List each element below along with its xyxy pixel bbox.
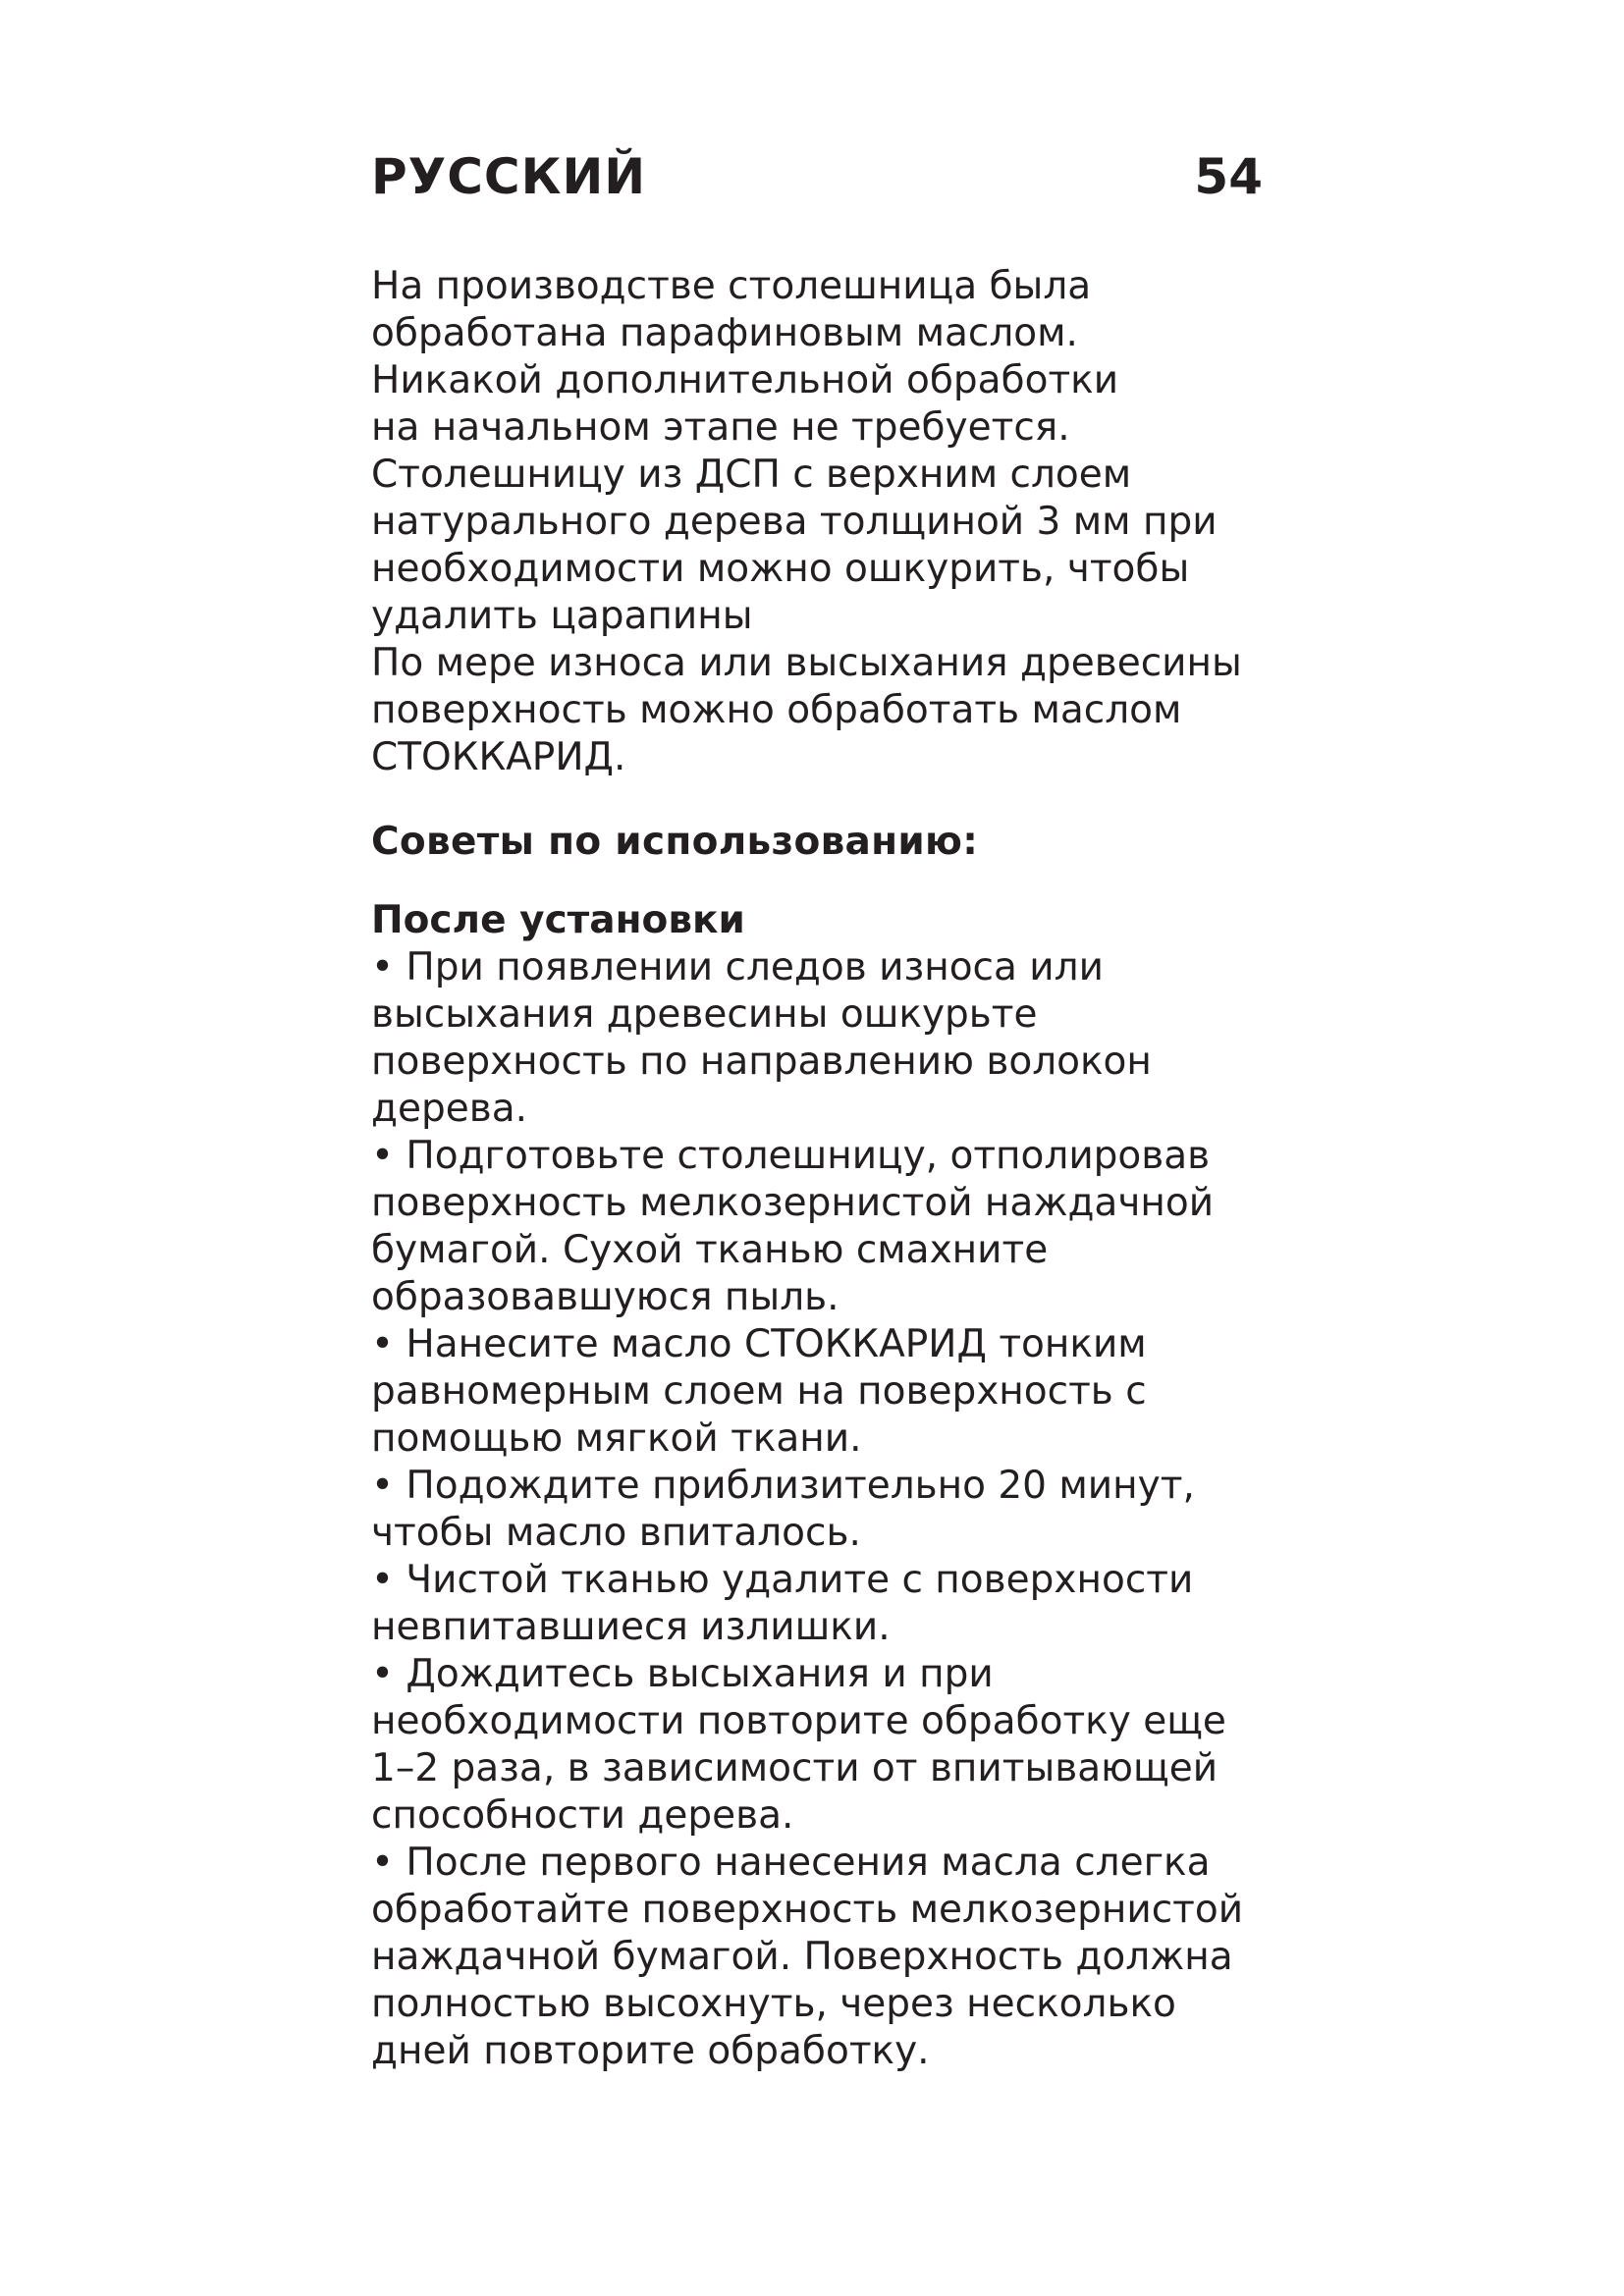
- instructions-list: [371, 944, 1267, 2075]
- list-line: поверхность мелкозернистой наждачной: [371, 1181, 1215, 1225]
- list-line: • Чистой тканью удалите с поверхности: [371, 1558, 1194, 1602]
- text-line: необходимости можно ошкурить, чтобы: [371, 547, 1190, 591]
- text-line: СТОККАРИД.: [371, 735, 626, 779]
- text-line: Никакой дополнительной обработки: [371, 358, 1119, 402]
- list-line: наждачной бумагой. Поверхность должна: [371, 1935, 1233, 1979]
- list-line: • Нанесите масло СТОККАРИД тонким: [371, 1322, 1147, 1366]
- intro-paragraph: [371, 263, 1267, 781]
- text-line: На производстве столешница была: [371, 264, 1092, 308]
- text-line: удалить царапины: [371, 594, 753, 638]
- list-line: невпитавшиеся излишки.: [371, 1605, 891, 1649]
- list-line: чтобы масло впиталось.: [371, 1511, 861, 1555]
- list-line: образовавшуюся пыль.: [371, 1275, 839, 1319]
- list-line: способности дерева.: [371, 1793, 794, 1838]
- list-line: • После первого нанесения масла слегка: [371, 1841, 1211, 1885]
- list-line: полностью высохнуть, через несколько: [371, 1982, 1176, 2026]
- text-line: натурального дерева толщиной 3 мм при: [371, 500, 1218, 544]
- text-line: По мере износа или высыхания древесины: [371, 641, 1242, 685]
- text-line: Столешницу из ДСП с верхним слоем: [371, 453, 1132, 497]
- section-subheading: После установки: [371, 898, 745, 942]
- page-number: 54: [1194, 148, 1263, 205]
- list-line: 1–2 раза, в зависимости от впитывающей: [371, 1746, 1218, 1790]
- list-line: помощью мягкой ткани.: [371, 1416, 862, 1461]
- list-line: • Подготовьте столешницу, отполировав: [371, 1134, 1211, 1178]
- list-line: поверхность по направлению волокон: [371, 1040, 1152, 1084]
- list-line: • Дождитесь высыхания и при: [371, 1652, 994, 1696]
- list-line: • Подождите приблизительно 20 минут,: [371, 1464, 1195, 1508]
- list-line: необходимости повторите обработку еще: [371, 1699, 1226, 1743]
- document-page: [371, 147, 1267, 2075]
- list-line: обработайте поверхность мелкозернистой: [371, 1888, 1244, 1932]
- list-line: высыхания древесины ошкурьте: [371, 992, 1038, 1037]
- list-line: равномерным слоем на поверхность с: [371, 1369, 1147, 1414]
- list-line: дней повторите обработку.: [371, 2029, 930, 2073]
- list-line: дерева.: [371, 1087, 527, 1131]
- text-line: на начальном этапе не требуется.: [371, 405, 1070, 450]
- text-line: обработана парафиновым маслом.: [371, 311, 1078, 355]
- text-line: поверхность можно обработать маслом: [371, 688, 1182, 732]
- list-line: • При появлении следов износа или: [371, 945, 1104, 989]
- language-title: РУССКИЙ: [371, 148, 647, 205]
- page-header: [371, 147, 1267, 206]
- tips-heading: Советы по использованию:: [371, 820, 979, 864]
- list-line: бумагой. Сухой тканью смахните: [371, 1228, 1049, 1272]
